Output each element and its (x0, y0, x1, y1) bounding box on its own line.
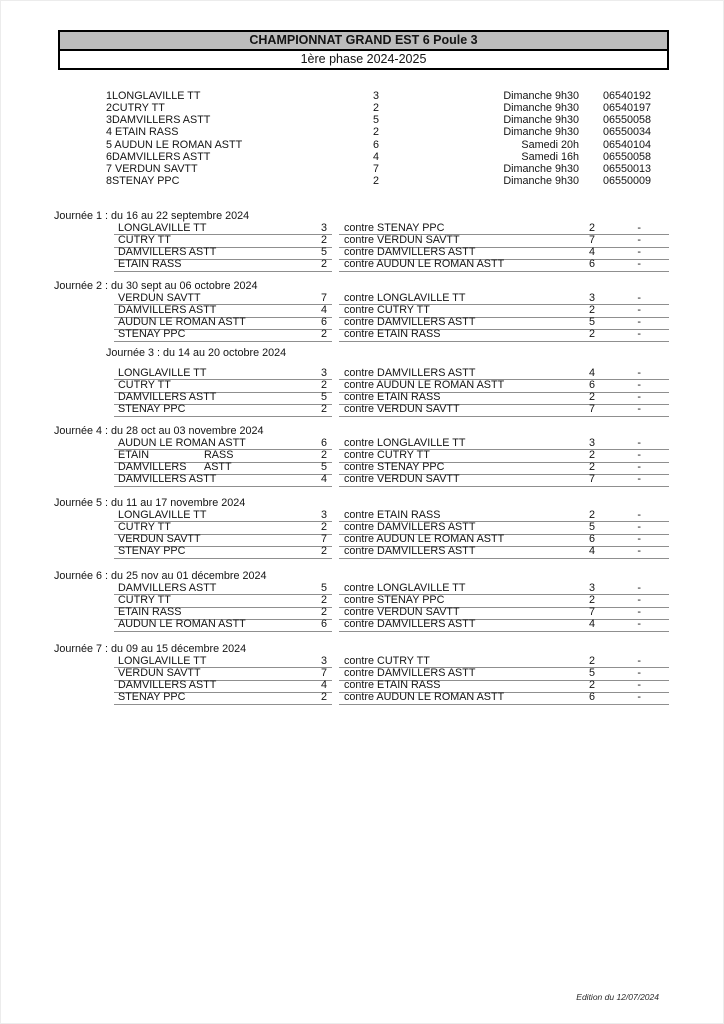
home-team-number: 5 (320, 582, 327, 594)
home-team: LONGLAVILLE TT (118, 509, 207, 521)
home-team-number: 2 (320, 545, 327, 558)
contre-label: contre (344, 606, 378, 619)
result-placeholder: - (637, 403, 641, 416)
home-team-number: 2 (320, 379, 327, 392)
home-team-number: 6 (320, 316, 327, 329)
team-club-code: 06550058 (603, 150, 652, 163)
team-row (106, 102, 651, 114)
away-team-number: 4 (588, 367, 595, 379)
match-row (1, 329, 724, 341)
away-team (344, 534, 504, 545)
match-row (1, 692, 724, 704)
away-team-name: LONGLAVILLE TT (377, 292, 466, 304)
away-cell (339, 259, 669, 271)
away-team-name: DAMVILLERS ASTT (377, 618, 476, 631)
home-cell (114, 329, 332, 341)
result-placeholder: - (637, 606, 641, 619)
away-cell (339, 619, 669, 631)
result-placeholder: - (637, 258, 641, 271)
home-team: ETAIN RASS (118, 606, 182, 619)
contre-label: contre (344, 328, 378, 341)
journee-rows (1, 438, 724, 487)
away-cell (339, 692, 669, 704)
contre-label: contre (344, 391, 378, 404)
away-team-name: STENAY PPC (377, 222, 445, 234)
journee-rows (1, 223, 724, 272)
home-team: AUDUN LE ROMAN ASTT (118, 437, 246, 449)
away-team (344, 259, 504, 270)
result-placeholder: - (637, 449, 641, 462)
home-team-number: 2 (320, 258, 327, 271)
home-team: DAMVILLERS ASTT (118, 679, 217, 692)
away-team-name: DAMVILLERS ASTT (377, 246, 476, 259)
away-team (344, 546, 475, 557)
home-team: DAMVILLERS (118, 461, 187, 474)
home-cell (114, 546, 332, 558)
away-team (344, 247, 475, 258)
contre-label: contre (344, 292, 378, 304)
team-entry: 7 VERDUN SAVTT (106, 162, 198, 175)
away-team-name: CUTRY TT (377, 655, 430, 667)
team-count: 7 (373, 162, 380, 175)
home-team-number: 7 (320, 533, 327, 546)
away-team-number: 2 (588, 594, 595, 607)
away-team-name: STENAY PPC (377, 461, 445, 474)
match-row (1, 259, 724, 271)
match-row (1, 404, 724, 416)
contre-label: contre (344, 234, 378, 247)
away-team (344, 368, 475, 379)
away-team-name: DAMVILLERS ASTT (377, 667, 476, 680)
away-team-name: LONGLAVILLE TT (377, 582, 466, 594)
away-team-name: DAMVILLERS ASTT (377, 521, 476, 534)
contre-label: contre (344, 461, 378, 474)
home-team: AUDUN LE ROMAN ASTT (118, 316, 246, 329)
team-entry: 6DAMVILLERS ASTT (106, 150, 211, 163)
away-team-name: ETAIN RASS (377, 679, 441, 692)
away-team (344, 656, 430, 667)
home-team: ETAIN RASS (118, 258, 182, 271)
journee-rows (1, 656, 724, 705)
away-team-number: 2 (588, 328, 595, 341)
away-team-name: DAMVILLERS ASTT (377, 545, 476, 558)
result-placeholder: - (637, 328, 641, 341)
away-team-number: 7 (588, 403, 595, 416)
journee-header: Journée 3 : du 14 au 20 octobre 2024 (106, 347, 287, 359)
away-team-number: 2 (588, 679, 595, 692)
result-placeholder: - (637, 304, 641, 317)
away-team (344, 668, 475, 679)
away-team (344, 329, 440, 340)
away-team-number: 5 (588, 521, 595, 534)
result-placeholder: - (637, 509, 641, 521)
home-team-number: 6 (320, 618, 327, 631)
home-team-number: 3 (320, 222, 327, 234)
home-team-number: 4 (320, 304, 327, 317)
journee-header: Journée 7 : du 09 au 15 décembre 2024 (54, 643, 247, 655)
home-team-number: 2 (320, 449, 327, 462)
home-team-number: 2 (320, 234, 327, 247)
home-team: STENAY PPC (118, 328, 186, 341)
away-team-name: ETAIN RASS (377, 509, 441, 521)
away-team-number: 2 (588, 655, 595, 667)
away-team (344, 223, 444, 234)
away-team-number: 2 (588, 391, 595, 404)
home-team-number: 3 (320, 367, 327, 379)
contre-label: contre (344, 618, 378, 631)
home-cell (114, 619, 332, 631)
result-placeholder: - (637, 473, 641, 486)
result-placeholder: - (637, 391, 641, 404)
away-team-name: STENAY PPC (377, 594, 445, 607)
result-placeholder: - (637, 437, 641, 449)
team-count: 2 (373, 174, 380, 187)
away-team (344, 404, 460, 415)
home-team: CUTRY TT (118, 234, 171, 247)
home-team-number: 5 (320, 246, 327, 259)
home-team: STENAY PPC (118, 691, 186, 704)
journee-header: Journée 2 : du 30 sept au 06 octobre 2024 (54, 280, 258, 292)
team-row (106, 151, 651, 163)
result-placeholder: - (637, 533, 641, 546)
away-team-name: VERDUN SAVTT (377, 403, 460, 416)
team-list (106, 90, 651, 187)
home-team-number: 5 (320, 391, 327, 404)
home-team-number: 7 (320, 667, 327, 680)
home-team: LONGLAVILLE TT (118, 367, 207, 379)
away-team-name: LONGLAVILLE TT (377, 437, 466, 449)
home-team-number: 3 (320, 655, 327, 667)
away-team-name: ETAIN RASS (377, 328, 441, 341)
away-cell (339, 404, 669, 416)
edition-date: Edition du 12/07/2024 (576, 992, 659, 1002)
home-cell (114, 259, 332, 271)
result-placeholder: - (637, 379, 641, 392)
away-cell (339, 329, 669, 341)
away-team-number: 7 (588, 473, 595, 486)
away-team-name: VERDUN SAVTT (377, 234, 460, 247)
result-placeholder: - (637, 234, 641, 247)
home-cell (114, 692, 332, 704)
away-team-name: VERDUN SAVTT (377, 473, 460, 486)
away-team-number: 5 (588, 316, 595, 329)
away-team (344, 293, 465, 304)
away-team-number: 3 (588, 582, 595, 594)
home-team: CUTRY TT (118, 379, 171, 392)
team-entry: 1LONGLAVILLE TT (106, 90, 201, 102)
home-cell (114, 474, 332, 486)
home-team-number: 2 (320, 594, 327, 607)
home-team: DAMVILLERS ASTT (118, 304, 217, 317)
away-team-number: 2 (588, 222, 595, 234)
journee-rows (1, 583, 724, 632)
away-team-name: AUDUN LE ROMAN ASTT (376, 691, 505, 704)
home-team-number: 4 (320, 679, 327, 692)
away-team-name: CUTRY TT (377, 304, 430, 317)
home-team-suffix: RASS (204, 449, 234, 462)
home-team-number: 3 (320, 509, 327, 521)
contre-label: contre (344, 379, 377, 392)
contre-label: contre (344, 246, 378, 259)
journee-header: Journée 4 : du 28 oct au 03 novembre 2024 (54, 425, 264, 437)
result-placeholder: - (637, 594, 641, 607)
away-cell (339, 474, 669, 486)
away-team-number: 4 (588, 545, 595, 558)
home-cell (114, 404, 332, 416)
away-team (344, 380, 504, 391)
home-team: AUDUN LE ROMAN ASTT (118, 618, 246, 631)
away-team (344, 595, 444, 606)
away-team-name: CUTRY TT (377, 449, 430, 462)
team-count: 4 (373, 150, 380, 163)
result-placeholder: - (637, 667, 641, 680)
result-placeholder: - (637, 655, 641, 667)
match-row (1, 474, 724, 486)
team-entry: 8STENAY PPC (106, 174, 180, 187)
home-team: DAMVILLERS ASTT (118, 391, 217, 404)
team-row (106, 163, 651, 175)
team-entry: 4 ETAIN RASS (106, 126, 179, 139)
home-team-number: 4 (320, 473, 327, 486)
team-day: Dimanche 9h30 (503, 126, 579, 139)
team-entry: 5 AUDUN LE ROMAN ASTT (106, 138, 243, 151)
team-day: Dimanche 9h30 (503, 102, 579, 115)
contre-label: contre (344, 594, 378, 607)
home-team: CUTRY TT (118, 521, 171, 534)
home-team-number: 2 (320, 403, 327, 416)
result-placeholder: - (637, 582, 641, 594)
home-team-number: 6 (320, 437, 327, 449)
away-team-number: 2 (588, 449, 595, 462)
team-day: Dimanche 9h30 (503, 174, 579, 187)
home-team: STENAY PPC (118, 545, 186, 558)
contre-label: contre (344, 655, 378, 667)
contre-label: contre (344, 437, 378, 449)
away-team (344, 462, 444, 473)
contre-label: contre (344, 222, 378, 234)
contre-label: contre (344, 304, 378, 317)
team-count: 5 (373, 114, 380, 127)
away-team (344, 680, 440, 691)
contre-label: contre (344, 473, 378, 486)
away-team-name: ETAIN RASS (377, 391, 441, 404)
away-team-number: 2 (588, 304, 595, 317)
result-placeholder: - (637, 679, 641, 692)
contre-label: contre (344, 679, 378, 692)
home-team-number: 2 (320, 606, 327, 619)
result-placeholder: - (637, 367, 641, 379)
away-team-number: 6 (588, 379, 595, 392)
championship-title: CHAMPIONNAT GRAND EST 6 Poule 3 (60, 32, 667, 51)
home-team: LONGLAVILLE TT (118, 222, 207, 234)
away-team (344, 510, 440, 521)
away-team-number: 6 (588, 691, 595, 704)
away-team-number: 3 (588, 292, 595, 304)
home-team-number: 2 (320, 691, 327, 704)
contre-label: contre (344, 316, 378, 329)
away-team-number: 2 (588, 461, 595, 474)
team-entry: 2CUTRY TT (106, 102, 165, 115)
contre-label: contre (344, 367, 378, 379)
result-placeholder: - (637, 618, 641, 631)
result-placeholder: - (637, 521, 641, 534)
home-team: DAMVILLERS ASTT (118, 246, 217, 259)
home-team: VERDUN SAVTT (118, 667, 201, 680)
away-team (344, 692, 504, 703)
team-day: Dimanche 9h30 (503, 114, 579, 127)
home-team: CUTRY TT (118, 594, 171, 607)
away-team (344, 619, 475, 630)
away-team (344, 305, 430, 316)
team-club-code: 06550058 (603, 114, 652, 127)
result-placeholder: - (637, 461, 641, 474)
away-team (344, 607, 460, 618)
result-placeholder: - (637, 292, 641, 304)
away-team-name: AUDUN LE ROMAN ASTT (376, 379, 505, 392)
journee-header: Journée 6 : du 25 nov au 01 décembre 2024 (54, 570, 267, 582)
contre-label: contre (344, 545, 378, 558)
away-cell (339, 546, 669, 558)
away-team-number: 6 (588, 258, 595, 271)
contre-label: contre (344, 582, 378, 594)
away-team-number: 4 (588, 246, 595, 259)
away-team-number: 6 (588, 533, 595, 546)
team-count: 2 (373, 126, 380, 139)
away-team-name: VERDUN SAVTT (377, 606, 460, 619)
away-team-name: DAMVILLERS ASTT (377, 367, 476, 379)
match-row (1, 619, 724, 631)
contre-label: contre (344, 691, 377, 704)
team-club-code: 06550034 (603, 126, 652, 139)
team-row (106, 175, 651, 187)
away-team-number: 4 (588, 618, 595, 631)
home-team: LONGLAVILLE TT (118, 655, 207, 667)
away-team (344, 392, 440, 403)
home-team: DAMVILLERS ASTT (118, 473, 217, 486)
result-placeholder: - (637, 316, 641, 329)
away-team (344, 450, 430, 461)
away-team (344, 522, 475, 533)
away-team-name: AUDUN LE ROMAN ASTT (376, 258, 505, 271)
team-row (106, 126, 651, 138)
away-team-name: AUDUN LE ROMAN ASTT (376, 533, 505, 546)
away-team (344, 438, 465, 449)
team-day: Dimanche 9h30 (503, 162, 579, 175)
contre-label: contre (344, 533, 377, 546)
journee-header: Journée 5 : du 11 au 17 novembre 2024 (54, 497, 246, 509)
team-day: Samedi 16h (521, 150, 579, 163)
away-team-number: 5 (588, 667, 595, 680)
result-placeholder: - (637, 246, 641, 259)
contre-label: contre (344, 258, 377, 271)
team-club-code: 06550009 (603, 174, 652, 187)
home-team: VERDUN SAVTT (118, 533, 201, 546)
team-club-code: 06540197 (603, 102, 652, 115)
home-team-number: 7 (320, 292, 327, 304)
team-count: 6 (373, 138, 380, 151)
team-club-code: 06550013 (603, 162, 652, 175)
journee-header: Journée 1 : du 16 au 22 septembre 2024 (54, 210, 250, 222)
away-team (344, 235, 460, 246)
contre-label: contre (344, 667, 378, 680)
away-team-number: 2 (588, 509, 595, 521)
away-team (344, 474, 460, 485)
team-day: Dimanche 9h30 (503, 90, 579, 102)
journee-rows (1, 293, 724, 342)
away-team-name: DAMVILLERS ASTT (377, 316, 476, 329)
result-placeholder: - (637, 691, 641, 704)
result-placeholder: - (637, 222, 641, 234)
phase-subtitle: 1ère phase 2024-2025 (300, 52, 427, 66)
home-team-number: 2 (320, 328, 327, 341)
away-team-number: 7 (588, 234, 595, 247)
team-entry: 3DAMVILLERS ASTT (106, 114, 211, 127)
team-count: 3 (373, 90, 380, 102)
team-row (106, 90, 651, 102)
team-row (106, 114, 651, 126)
result-placeholder: - (637, 545, 641, 558)
team-day: Samedi 20h (521, 138, 579, 151)
home-team: STENAY PPC (118, 403, 186, 416)
away-team-number: 7 (588, 606, 595, 619)
away-team-number: 3 (588, 437, 595, 449)
home-team-number: 2 (320, 521, 327, 534)
away-team (344, 317, 475, 328)
journee-rows (1, 510, 724, 559)
title-box (58, 30, 669, 70)
match-row (1, 546, 724, 558)
contre-label: contre (344, 521, 378, 534)
contre-label: contre (344, 449, 378, 462)
journee-rows (1, 368, 724, 417)
home-team: VERDUN SAVTT (118, 292, 201, 304)
home-team-suffix: ASTT (204, 461, 232, 474)
contre-label: contre (344, 403, 378, 416)
home-team-number: 5 (320, 461, 327, 474)
away-team (344, 583, 465, 594)
contre-label: contre (344, 509, 378, 521)
home-team: DAMVILLERS ASTT (118, 582, 217, 594)
team-club-code: 06540104 (603, 138, 652, 151)
team-count: 2 (373, 102, 380, 115)
team-club-code: 06540192 (603, 90, 652, 102)
team-row (106, 139, 651, 151)
home-team: ETAIN (118, 449, 149, 462)
